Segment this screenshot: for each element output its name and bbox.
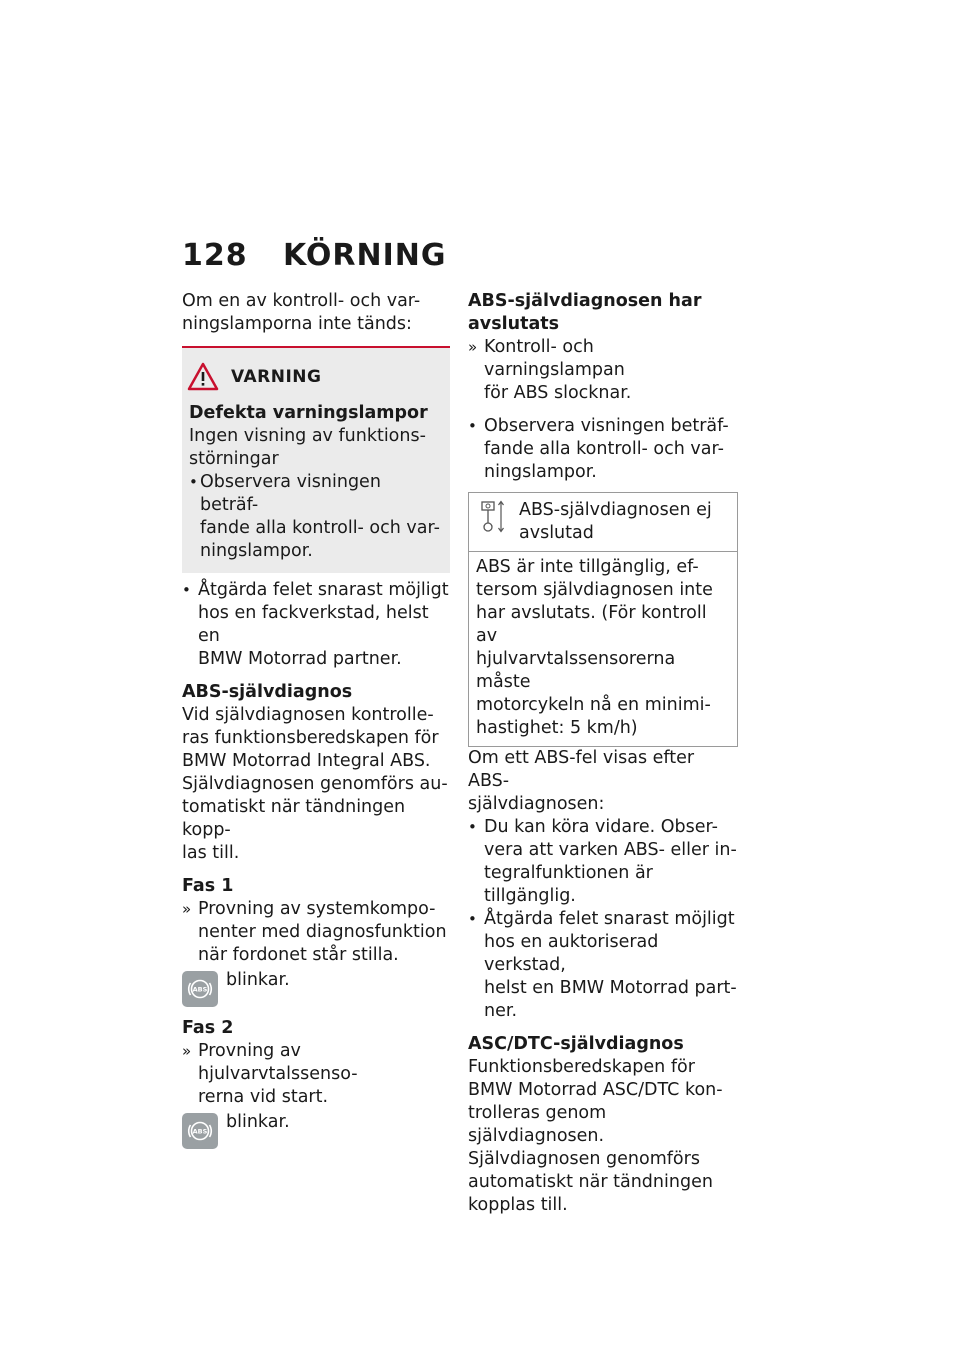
phase-1-lamp-text: blinkar. xyxy=(226,970,290,990)
table-body: ABS är inte tillgänglig, ef- tersom självdiagnosen inte har avslutats. (För kontroll av hjulvarvtalssensorerna måste motorcykeln nå en minimi- hastighet: 5 km/h) xyxy=(476,557,713,738)
result-marker: » xyxy=(182,900,192,918)
warning-triangle-icon xyxy=(187,362,219,392)
warning-subtitle: Defekta varningslampor xyxy=(189,403,428,423)
table-header-text: ABS-självdiagnosen ej avslutad xyxy=(519,500,712,543)
result-marker: » xyxy=(468,338,478,356)
phase-2-lamp-text: blinkar. xyxy=(226,1112,290,1132)
section-heading-abs-self-diagnosis: ABS-självdiagnos xyxy=(182,682,353,702)
abs-not-completed-table xyxy=(468,492,738,747)
right-column xyxy=(468,290,738,1217)
bullet-marker: • xyxy=(468,417,477,435)
abs-description: Vid självdiagnosen kontrolle- ras funktionsberedskapen för BMW Motorrad Integral ABS. Självdiagnosen genomförs au- tomatiskt när tändningen kopp- las till. xyxy=(182,705,448,863)
fault-intro: Om ett ABS-fel visas efter ABS- självdiagnosen: xyxy=(468,748,695,814)
abs-warning-lamp-icon xyxy=(182,1113,218,1149)
svg-text:ABS: ABS xyxy=(192,1127,208,1136)
section-heading-asc-dtc: ASC/DTC-självdiagnos xyxy=(468,1034,684,1054)
section-heading-abs-completed: ABS-självdiagnosen har avslutats xyxy=(468,291,702,334)
intro-text: Om en av kontroll- och var- ningslamporna inte tänds: xyxy=(182,291,421,334)
action-bullet: • Åtgärda felet snarast möjligt hos en fackverkstad, helst en BMW Motorrad partner. xyxy=(182,580,449,669)
caliper-icon xyxy=(479,499,507,535)
fault-bullet-continue: • Du kan köra vidare. Obser- vera att varken ABS- eller in- tegralfunktionen är tillgänglig. xyxy=(468,817,737,906)
bullet-marker: • xyxy=(468,910,477,928)
phase-1-result: » Provning av systemkompo- nenter med diagnosfunktion när fordonet står stilla. xyxy=(182,899,447,965)
bullet-marker: • xyxy=(189,473,198,491)
warning-text: Ingen visning av funktions- störningar xyxy=(189,426,426,469)
asc-description: Funktionsberedskapen för BMW Motorrad ASC/DTC kon- trolleras genom självdiagnosen. Självdiagnosen genomförs automatiskt när tändningen kopplas till. xyxy=(468,1057,723,1215)
bullet-marker: • xyxy=(182,581,191,599)
page-number: 128 xyxy=(182,238,248,273)
abs-warning-lamp-icon xyxy=(182,971,218,1007)
left-column xyxy=(182,290,450,1149)
result-marker: » xyxy=(182,1042,192,1060)
warning-bullet: • Observera visningen beträf- fande alla kontroll- och var- ningslampor. xyxy=(189,472,440,561)
svg-text:ABS: ABS xyxy=(192,985,208,994)
fault-bullet-workshop: • Åtgärda felet snarast möjligt hos en auktoriserad verkstad, helst en BMW Motorrad part- ner. xyxy=(468,909,737,1021)
table-header xyxy=(469,493,737,552)
phase-2-heading: Fas 2 xyxy=(182,1018,234,1038)
bullet-marker: • xyxy=(468,818,477,836)
warning-header xyxy=(187,362,442,392)
observe-bullet: • Observera visningen beträf- fande alla kontroll- och var- ningslampor. xyxy=(468,416,729,482)
phase-2-lamp-row xyxy=(182,1111,450,1149)
warning-title: VARNING xyxy=(231,366,322,387)
warning-box xyxy=(182,346,450,573)
completed-result: » Kontroll- och varningslampan för ABS slocknar. xyxy=(468,337,632,403)
chapter-title: KÖRNING xyxy=(283,238,447,273)
phase-1-lamp-row xyxy=(182,969,450,1007)
phase-1-heading: Fas 1 xyxy=(182,876,234,896)
phase-2-result: » Provning av hjulvarvtalssenso- rerna vid start. xyxy=(182,1041,358,1107)
